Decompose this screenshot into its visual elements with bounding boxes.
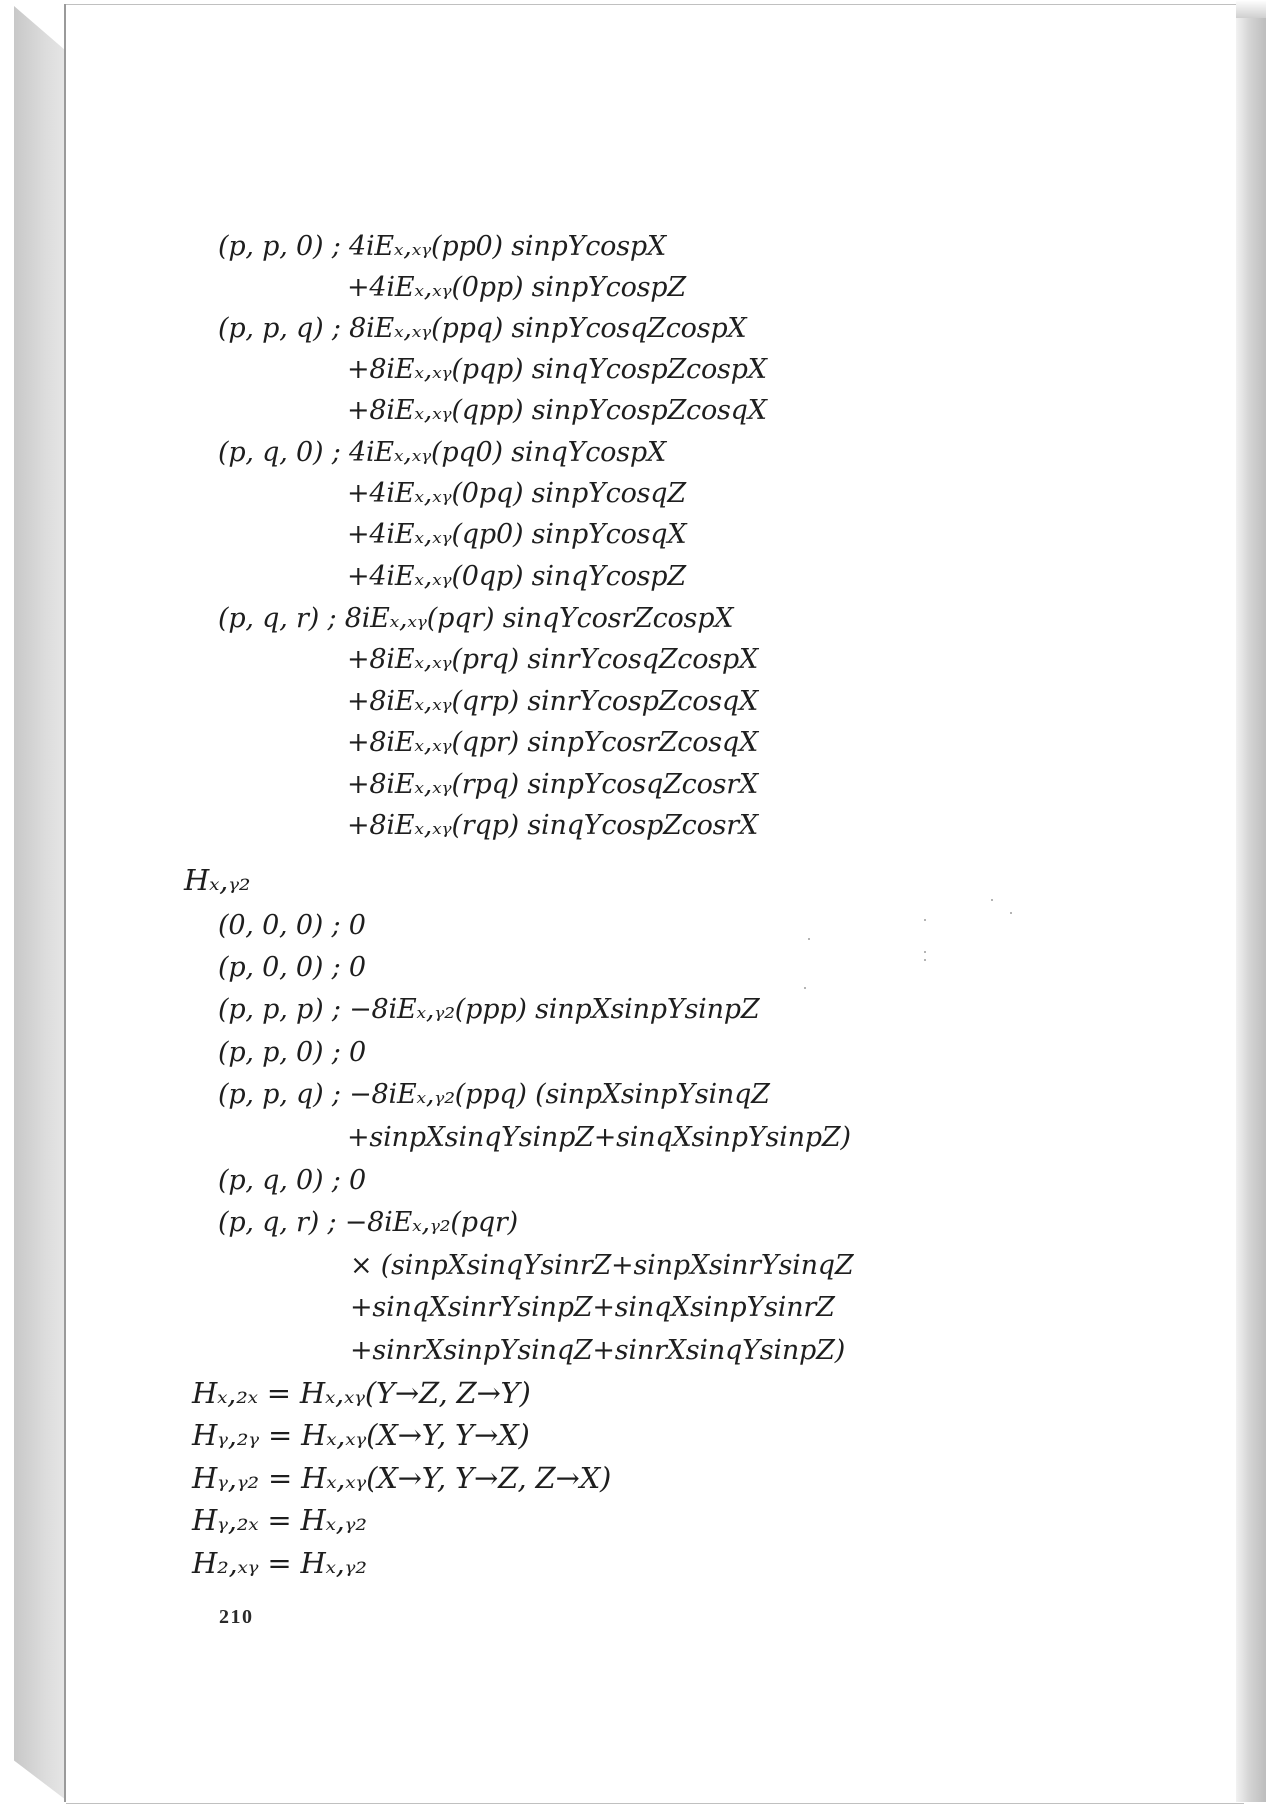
scan-speck: [991, 899, 993, 901]
equation-line: +sinrXsinpYsinqZ+sinrXsinqYsinpZ): [350, 1335, 846, 1366]
equation-line: +8iEₓ,ₓᵧ(prq) sinrYcosqZcospX: [347, 644, 759, 675]
equation-line: +8iEₓ,ₓᵧ(qpp) sinpYcospZcosqX: [347, 395, 767, 426]
equation-line: +4iEₓ,ₓᵧ(0pp) sinpYcospZ: [347, 272, 686, 303]
equation-line: +8iEₓ,ₓᵧ(rqp) sinqYcospZcosrX: [347, 810, 759, 841]
equation-line: +4iEₓ,ₓᵧ(qp0) sinpYcosqX: [347, 519, 687, 550]
scan-speck: [808, 938, 810, 940]
equation-line: +8iEₓ,ₓᵧ(pqp) sinqYcospZcospX: [347, 354, 767, 385]
equation-line: (p, q, r) ; 8iEₓ,ₓᵧ(pqr) sinqYcosrZcospX: [218, 603, 734, 634]
equation-line: +sinqXsinrYsinpZ+sinqXsinpYsinrZ: [350, 1292, 835, 1323]
equation-line: +8iEₓ,ₓᵧ(rpq) sinpYcosqZcosrX: [347, 769, 759, 800]
equation-line: (p, p, q) ; 8iEₓ,ₓᵧ(ppq) sinpYcosqZcospX: [218, 313, 747, 344]
relation-line: Hᵧ,₂ᵧ = Hₓ,ₓᵧ(X→Y, Y→X): [192, 1418, 530, 1452]
equation-line: (p, p, 0) ; 4iEₓ,ₓᵧ(pp0) sinpYcospX: [218, 231, 666, 262]
scan-speck: [924, 959, 926, 961]
equation-line: × (sinpXsinqYsinrZ+sinpXsinrYsinqZ: [350, 1250, 854, 1281]
page-number: 210: [219, 1606, 254, 1628]
equation-line: (0, 0, 0) ; 0: [218, 910, 366, 941]
section-heading: Hₓ,ᵧ₂: [184, 863, 251, 897]
equation-line: +4iEₓ,ₓᵧ(0pq) sinpYcosqZ: [347, 478, 686, 509]
equation-line: (p, 0, 0) ; 0: [218, 952, 366, 983]
equation-line: (p, p, p) ; −8iEₓ,ᵧ₂(ppp) sinpXsinpYsinpZ: [218, 994, 760, 1025]
equation-line: +8iEₓ,ₓᵧ(qrp) sinrYcospZcosqX: [347, 686, 759, 717]
relation-line: Hᵧ,ᵧ₂ = Hₓ,ₓᵧ(X→Y, Y→Z, Z→X): [192, 1461, 612, 1495]
equation-line: +sinpXsinqYsinpZ+sinqXsinpYsinpZ): [347, 1122, 851, 1153]
equation-line: (p, p, 0) ; 0: [218, 1037, 366, 1068]
scan-speck: [804, 987, 806, 989]
equation-line: (p, q, r) ; −8iEₓ,ᵧ₂(pqr): [218, 1207, 518, 1238]
equation-line: (p, q, 0) ; 4iEₓ,ₓᵧ(pq0) sinqYcospX: [218, 437, 666, 468]
relation-line: H₂,ₓᵧ = Hₓ,ᵧ₂: [192, 1546, 367, 1580]
scan-speck: [1010, 912, 1012, 914]
relation-line: Hₓ,₂ₓ = Hₓ,ₓᵧ(Y→Z, Z→Y): [192, 1376, 531, 1410]
equation-line: (p, p, q) ; −8iEₓ,ᵧ₂(ppq) (sinpXsinpYsinqZ: [218, 1079, 770, 1110]
scan-speck: [924, 951, 926, 953]
equation-line: +4iEₓ,ₓᵧ(0qp) sinqYcospZ: [347, 561, 686, 592]
relation-line: Hᵧ,₂ₓ = Hₓ,ᵧ₂: [192, 1503, 367, 1537]
equation-line: +8iEₓ,ₓᵧ(qpr) sinpYcosrZcosqX: [347, 727, 759, 758]
equation-line: (p, q, 0) ; 0: [218, 1165, 366, 1196]
scan-speck: [924, 919, 926, 921]
